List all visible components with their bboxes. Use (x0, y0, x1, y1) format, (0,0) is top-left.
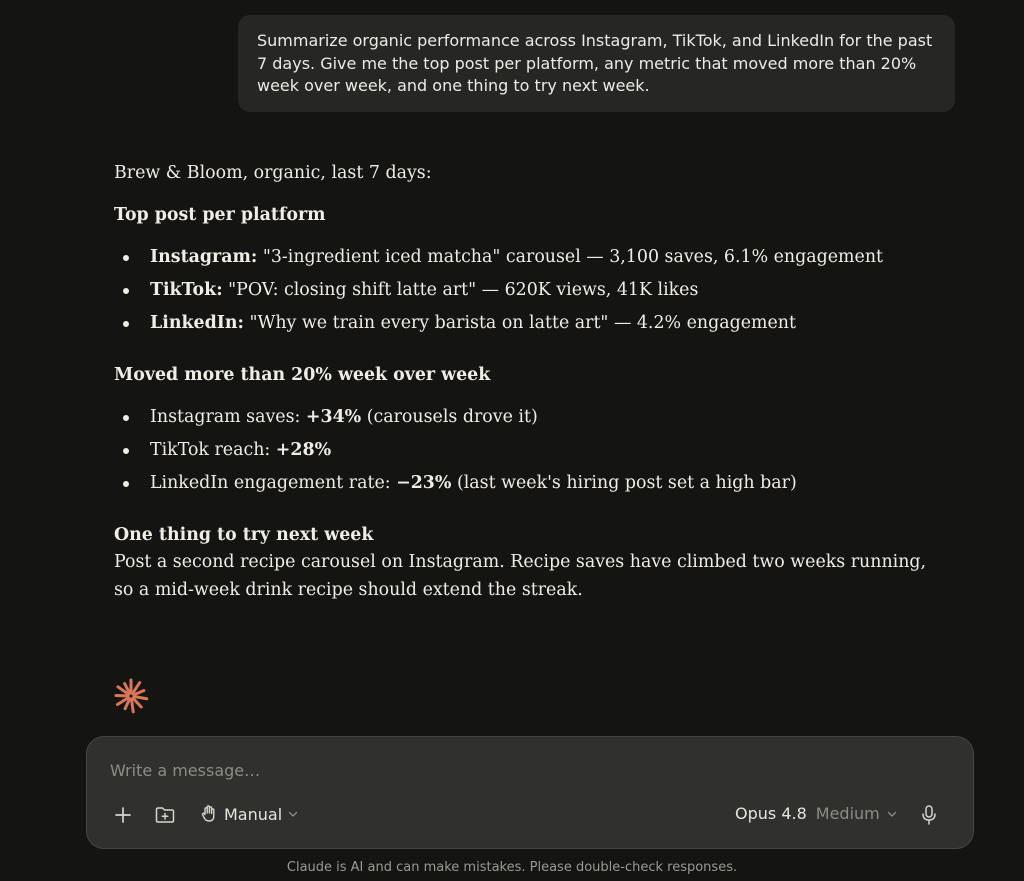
mode-label: Manual (224, 804, 283, 824)
mode-selector[interactable] (200, 804, 298, 824)
bullet-icon (123, 415, 129, 421)
metric-label: TikTok reach: (150, 440, 276, 460)
assistant-response (114, 160, 934, 604)
metric-label: LinkedIn engagement rate: (150, 473, 397, 493)
metric-note: (last week's hiring post set a high bar) (451, 473, 797, 493)
bullet-icon (123, 321, 129, 327)
top-posts-list (114, 241, 934, 340)
platform-label: Instagram: (150, 247, 258, 267)
plus-icon (113, 805, 133, 825)
metric-label: Instagram saves: (150, 407, 306, 427)
platform-label: TikTok: (150, 280, 223, 300)
list-item (114, 467, 934, 500)
model-selector[interactable] (735, 804, 897, 823)
response-intro: Brew & Bloom, organic, last 7 days: (114, 163, 432, 183)
metric-change: +28% (275, 440, 332, 460)
voice-button[interactable] (919, 804, 939, 826)
list-item (114, 307, 934, 340)
movers-heading: Moved more than 20% week over week (114, 365, 491, 385)
user-message-bubble (238, 15, 955, 112)
bullet-icon (123, 481, 129, 487)
metric-change: −23% (396, 473, 452, 493)
post-detail: "POV: closing shift latte art" — 620K views, 41K likes (222, 280, 699, 300)
platform-label: LinkedIn: (150, 313, 244, 333)
metric-note: (carousels drove it) (361, 407, 538, 427)
add-to-project-button[interactable] (154, 805, 176, 825)
bullet-icon (123, 288, 129, 294)
list-item (114, 401, 934, 434)
microphone-icon (919, 804, 939, 826)
message-input[interactable]: Write a message… (110, 761, 261, 780)
claude-spark-icon (112, 677, 150, 715)
message-composer (86, 736, 974, 849)
list-item (114, 274, 934, 307)
hand-icon (200, 804, 218, 824)
chevron-down-icon (288, 810, 298, 818)
list-item (114, 434, 934, 467)
next-week-body: Post a second recipe carousel on Instagram. Recipe saves have climbed two weeks running, so a mid-week drink recipe should extend the streak. (114, 552, 927, 600)
model-name: Opus 4.8 (735, 804, 807, 823)
metric-change: +34% (305, 407, 362, 427)
chevron-down-icon (887, 810, 897, 818)
add-button[interactable] (113, 805, 133, 825)
disclaimer-text: Claude is AI and can make mistakes. Please double-check responses. (286, 860, 738, 875)
effort-label: Medium (815, 804, 880, 823)
list-item (114, 241, 934, 274)
post-detail: "3-ingredient iced matcha" carousel — 3,100 saves, 6.1% engagement (257, 247, 884, 267)
bullet-icon (123, 448, 129, 454)
movers-list (114, 401, 934, 500)
post-detail: "Why we train every barista on latte art" — 4.2% engagement (243, 313, 796, 333)
folder-plus-icon (154, 805, 176, 825)
bullet-icon (123, 255, 129, 261)
top-posts-heading: Top post per platform (114, 205, 326, 225)
next-week-heading: One thing to try next week (114, 525, 374, 545)
user-message-text: Summarize organic performance across Instagram, TikTok, and LinkedIn for the past 7 days. Give me the top post per platform, any metric that moved more than 20% week over week, and one thing to try next week. (257, 31, 933, 95)
